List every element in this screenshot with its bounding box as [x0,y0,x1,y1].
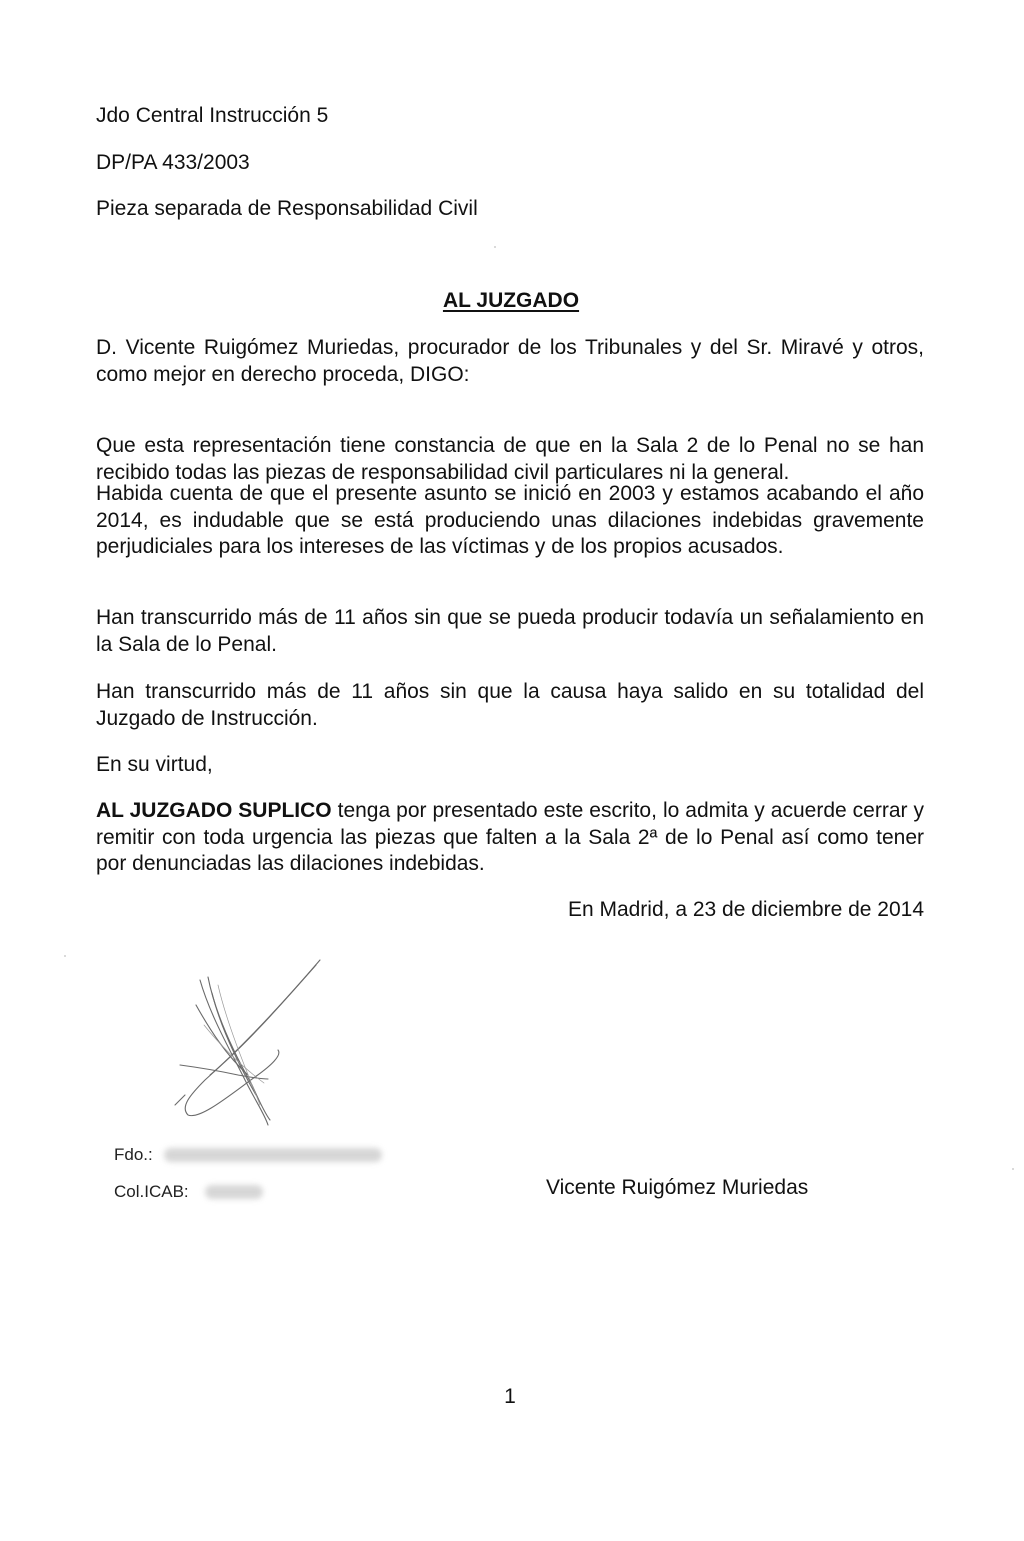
scan-speck [1012,1168,1014,1170]
intro-paragraph: D. Vicente Ruigómez Muriedas, procurador de los Tribunales y del Sr. Miravé y otros, como mejor en derecho proceda, DIGO: [96,336,924,386]
redacted-number-block [205,1185,263,1199]
paragraph-3: Han transcurrido más de 11 años sin que se pueda producir todavía un señalamiento en la Sala de lo Penal. [96,606,924,656]
fdo-label: Fdo.: [114,1145,153,1164]
scan-speck [64,955,66,957]
case-number: DP/PA 433/2003 [96,151,250,174]
closing-rest: tenga por presentado este escrito, lo admita y acuerde cerrar y remitir con toda urgencia las piezas que falten a la Sala 2ª de lo Penal así como tener por denunciadas las dilaciones indebidas. [96,799,925,875]
redacted-name-block [164,1148,382,1162]
date-line: En Madrid, a 23 de diciembre de 2014 [567,898,924,921]
scan-speck [494,246,496,248]
paragraph-1: Que esta representación tiene constancia de que en la Sala 2 de lo Penal no se han recibido todas las piezas de responsabilidad civil particulares ni la general. [96,434,924,484]
paragraph-2: Habida cuenta de que el presente asunto se inició en 2003 y estamos acabando el año 2014, es indudable que se está produciendo unas dilaciones indebidas gravemente perjudiciales para los intereses de las víctimas y de los propios acusados. [96,482,924,558]
piece-title: Pieza separada de Responsabilidad Civil [96,197,478,220]
paragraph-5: En su virtud, [96,753,213,776]
page-number: 1 [504,1385,516,1408]
closing-bold: AL JUZGADO SUPLICO [96,799,332,822]
handwritten-signature [160,955,340,1135]
closing-paragraph [96,798,924,878]
heading-text: AL JUZGADO [442,289,580,312]
court-name: Jdo Central Instrucción 5 [96,104,329,127]
paragraph-4: Han transcurrido más de 11 años sin que la causa haya salido en su totalidad del Juzgado de Instrucción. [96,680,924,730]
document-heading [0,288,1020,314]
col-icab-label: Col.ICAB: [114,1182,189,1201]
signer-name: Vicente Ruigómez Muriedas [546,1176,809,1199]
